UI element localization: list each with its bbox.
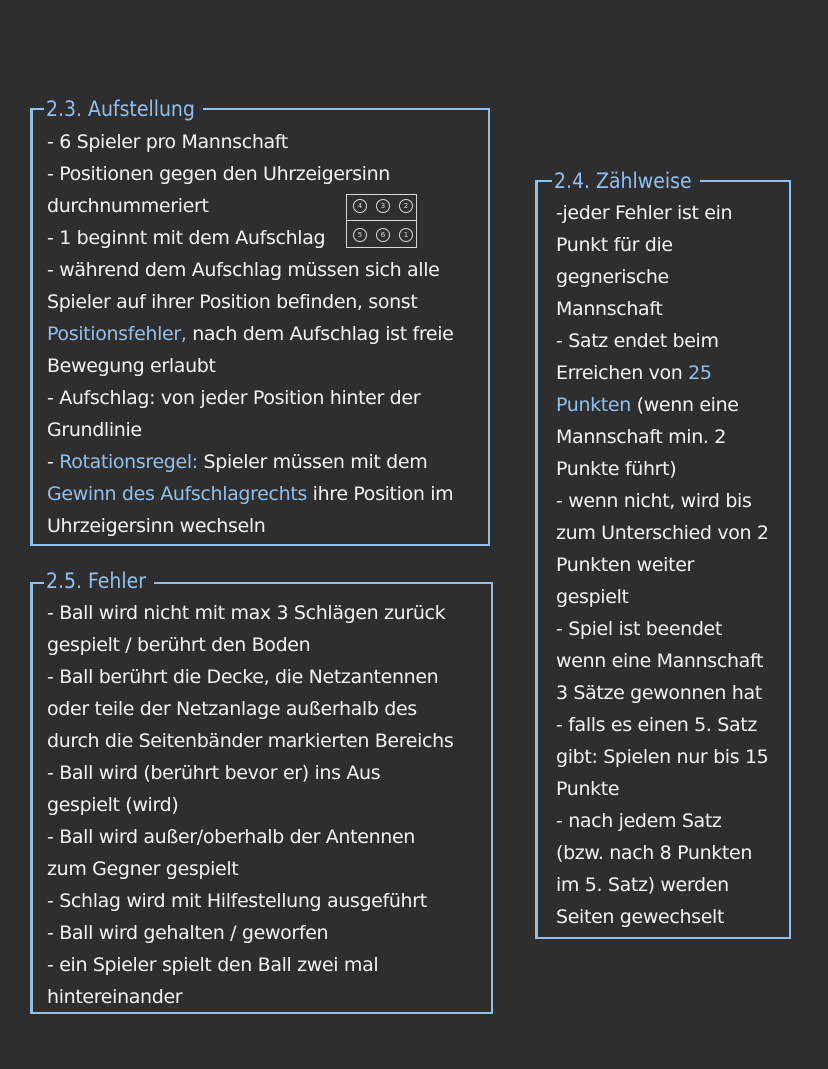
text-line: -jeder Fehler ist ein [556, 202, 733, 224]
text-line: Mannschaft [556, 298, 663, 320]
text-line: - Spiel ist beendet [556, 618, 723, 640]
text-line: gespielt / berührt den Boden [47, 634, 311, 656]
text-line [47, 318, 454, 350]
text-line: Spieler auf ihrer Position befinden, sonst [47, 291, 418, 313]
aufstellung-text [47, 126, 454, 542]
court-back-row [353, 228, 413, 242]
text-fragment: nach dem Aufschlag ist freie [192, 323, 454, 345]
text-line: wenn eine Mannschaft [556, 650, 764, 672]
aufstellung-title: 2.3. Aufstellung [44, 94, 203, 124]
text-line: zum Gegner gespielt [47, 858, 239, 880]
text-line: - ein Spieler spielt den Ball zwei mal [47, 954, 379, 976]
text-line: Mannschaft min. 2 [556, 426, 727, 448]
text-line: - 1 beginnt mit dem Aufschlag [47, 227, 326, 249]
text-line: - während dem Aufschlag müssen sich alle [47, 259, 440, 281]
court-position: 5 [353, 228, 367, 242]
text-line [556, 357, 769, 389]
fuenfundzwanzig-highlight: 25 [688, 362, 712, 384]
text-line: - 6 Spieler pro Mannschaft [47, 131, 288, 153]
text-line: gegnerische [556, 266, 669, 288]
text-line: - Satz endet beim [556, 330, 719, 352]
text-line: - nach jedem Satz [556, 810, 722, 832]
text-line: Bewegung erlaubt [47, 355, 216, 377]
zaehlweise-text [556, 197, 769, 933]
text-line: gespielt [556, 586, 629, 608]
text-line: im 5. Satz) werden [556, 874, 729, 896]
text-line: (bzw. nach 8 Punkten [556, 842, 753, 864]
text-line: 3 Sätze gewonnen hat [556, 682, 762, 704]
text-line: zum Unterschied von 2 [556, 522, 769, 544]
zaehlweise-title: 2.4. Zählweise [552, 166, 700, 196]
gewinn-highlight: Gewinn des Aufschlagrechts [47, 483, 307, 505]
text-line: Punkten weiter [556, 554, 694, 576]
text-line: gibt: Spielen nur bis 15 [556, 746, 769, 768]
text-fragment: - [47, 451, 60, 473]
text-line: Punkt für die [556, 234, 673, 256]
text-line: Seiten gewechselt [556, 906, 725, 928]
court-position: 2 [399, 199, 413, 213]
text-line [556, 389, 769, 421]
court-net [347, 220, 416, 221]
text-fragment: Erreichen von [556, 362, 689, 384]
court-position: 4 [353, 199, 367, 213]
court-front-row [353, 199, 413, 213]
text-line: - wenn nicht, wird bis [556, 490, 752, 512]
text-line: Uhrzeigersinn wechseln [47, 515, 266, 537]
text-line: - Positionen gegen den Uhrzeigersinn [47, 163, 390, 185]
court-position: 1 [399, 228, 413, 242]
text-line: durch die Seitenbänder markierten Bereichs [47, 730, 454, 752]
text-line: Punkte führt) [556, 458, 677, 480]
text-line: - Ball berührt die Decke, die Netzantennen [47, 666, 439, 688]
court-position: 3 [376, 199, 390, 213]
text-line: oder teile der Netzanlage außerhalb des [47, 698, 417, 720]
text-line: - falls es einen 5. Satz [556, 714, 758, 736]
text-fragment: ihre Position im [312, 483, 454, 505]
text-line: - Aufschlag: von jeder Position hinter der [47, 387, 421, 409]
text-line: Grundlinie [47, 419, 142, 441]
court-position: 6 [376, 228, 390, 242]
fehler-title: 2.5. Fehler [44, 566, 154, 596]
punkten-highlight: Punkten [556, 394, 631, 416]
rotationsregel-highlight: Rotationsregel: [59, 451, 198, 473]
court-diagram [346, 194, 417, 248]
text-fragment: (wenn eine [636, 394, 739, 416]
text-line: gespielt (wird) [47, 794, 179, 816]
text-fragment: Spieler müssen mit dem [203, 451, 428, 473]
text-line [47, 478, 454, 510]
text-line: hintereinander [47, 986, 183, 1008]
text-line: - Schlag wird mit Hilfestellung ausgeführt [47, 890, 427, 912]
text-line: - Ball wird (berührt bevor er) ins Aus [47, 762, 381, 784]
text-line: - Ball wird außer/oberhalb der Antennen [47, 826, 415, 848]
fehler-text [47, 597, 453, 1013]
text-line [47, 446, 454, 478]
positionsfehler-highlight: Positionsfehler, [47, 323, 187, 345]
text-line: - Ball wird gehalten / geworfen [47, 922, 329, 944]
text-line: durchnummeriert [47, 195, 209, 217]
text-line: Punkte [556, 778, 620, 800]
text-line: - Ball wird nicht mit max 3 Schlägen zurück [47, 602, 446, 624]
